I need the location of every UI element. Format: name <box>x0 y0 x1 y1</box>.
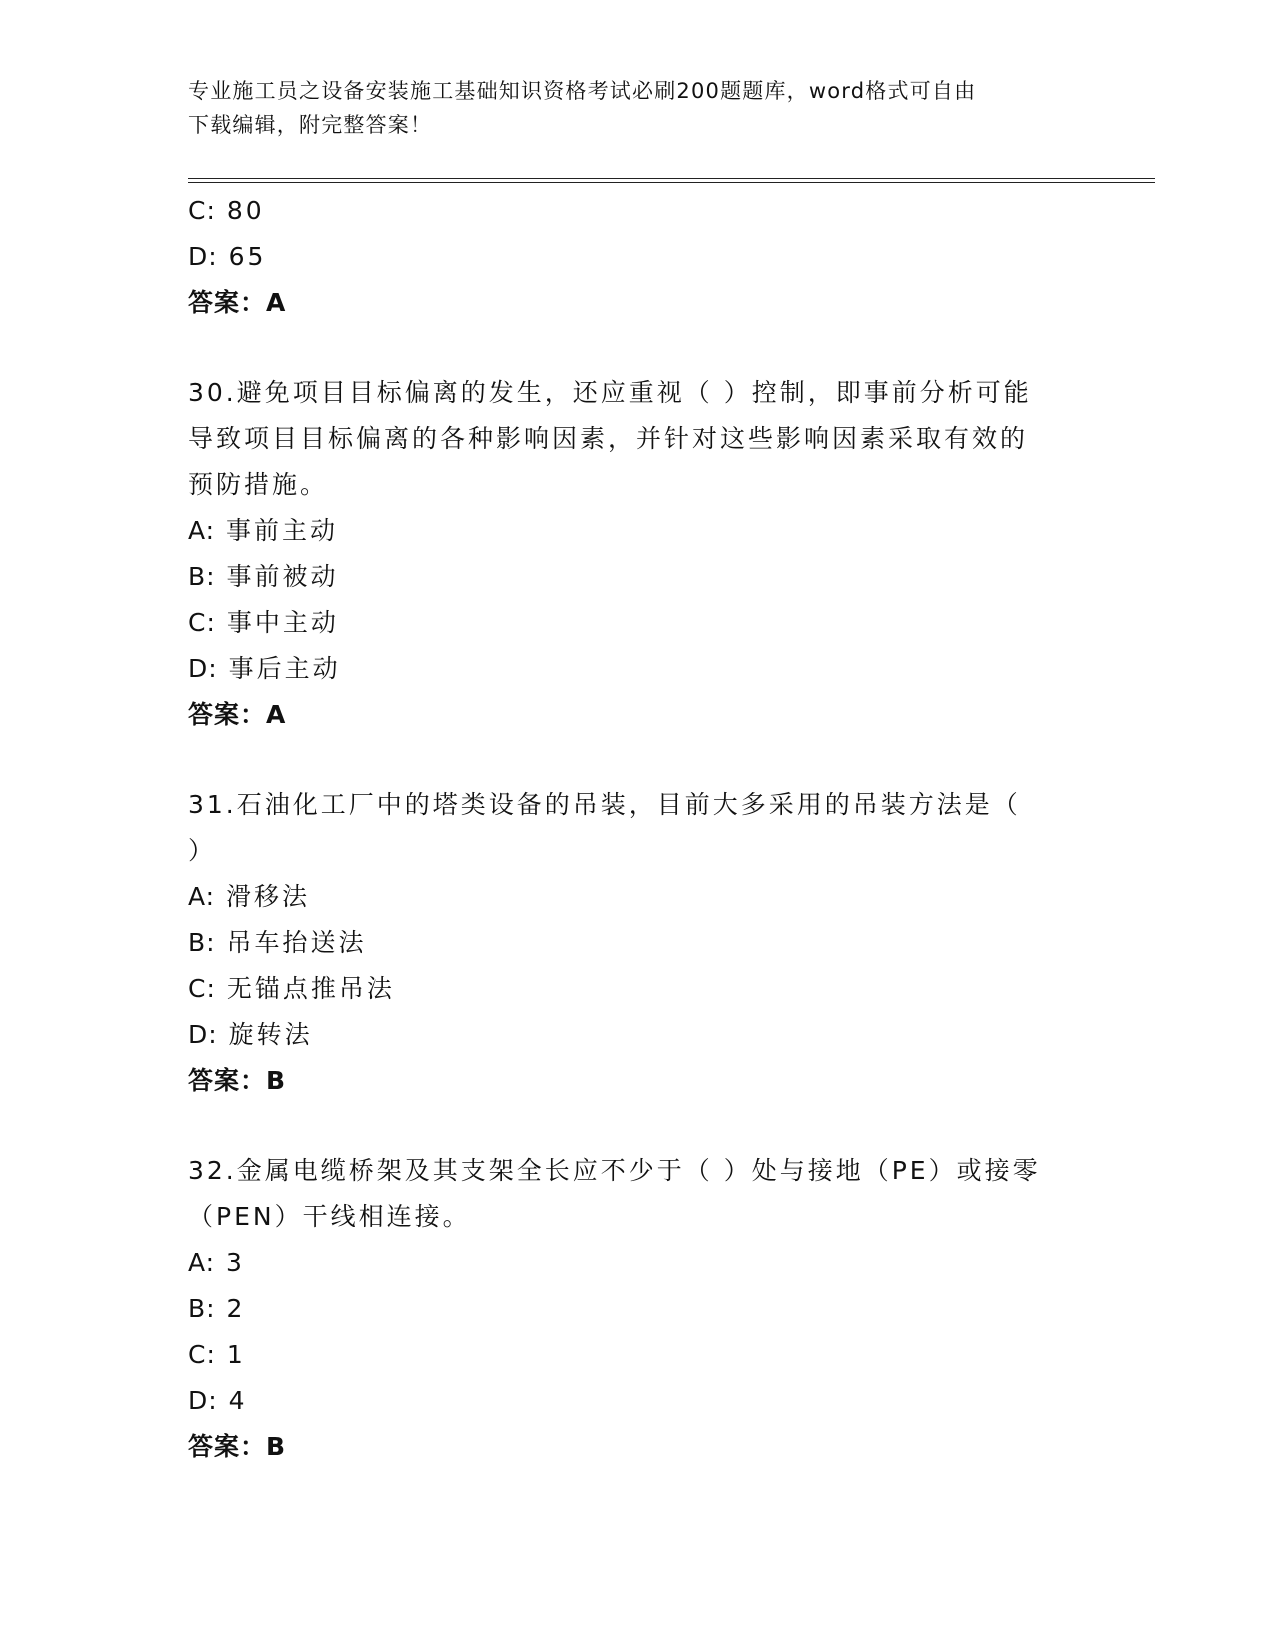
option-c: C: 1 <box>188 1340 246 1369</box>
option-b: B: 事前被动 <box>188 562 339 591</box>
answer: 答案：A <box>188 700 287 729</box>
answer: 答案：A <box>188 288 287 317</box>
question-32 <box>188 1148 1088 1470</box>
answer: 答案：B <box>188 1432 287 1461</box>
option-d: D: 旋转法 <box>188 1020 313 1049</box>
option-d: D: 65 <box>188 242 267 271</box>
question-30 <box>188 370 1088 738</box>
option-b: B: 吊车抬送法 <box>188 928 367 957</box>
question-text: 30.避免项目目标偏离的发生，还应重视（ ）控制，即事前分析可能 导致项目目标偏离的各种影响因素，并针对这些影响因素采取有效的 预防措施。 <box>188 378 1032 499</box>
document-header <box>188 74 1088 142</box>
option-c: C: 80 <box>188 196 265 225</box>
header-divider-top <box>188 178 1155 179</box>
header-line-2: 下载编辑，附完整答案！ <box>188 113 433 137</box>
option-d: D: 4 <box>188 1386 248 1415</box>
option-b: B: 2 <box>188 1294 246 1323</box>
question-list <box>188 188 1088 1470</box>
prev-question <box>188 188 1088 326</box>
option-d: D: 事后主动 <box>188 654 341 683</box>
option-a: A: 滑移法 <box>188 882 311 911</box>
question-text: 32.金属电缆桥架及其支架全长应不少于（ ）处与接地（PE）或接零 （PEN）干线相连接。 <box>188 1156 1041 1231</box>
header-divider-bottom <box>188 182 1155 183</box>
question-31 <box>188 782 1088 1104</box>
question-text: 31.石油化工厂中的塔类设备的吊装，目前大多采用的吊装方法是（ ） <box>188 790 1021 865</box>
option-c: C: 无锚点推吊法 <box>188 974 395 1003</box>
answer: 答案：B <box>188 1066 287 1095</box>
option-a: A: 事前主动 <box>188 516 339 545</box>
option-c: C: 事中主动 <box>188 608 339 637</box>
header-line-1: 专业施工员之设备安装施工基础知识资格考试必刷200题题库，word格式可自由 <box>188 79 977 103</box>
option-a: A: 3 <box>188 1248 245 1277</box>
